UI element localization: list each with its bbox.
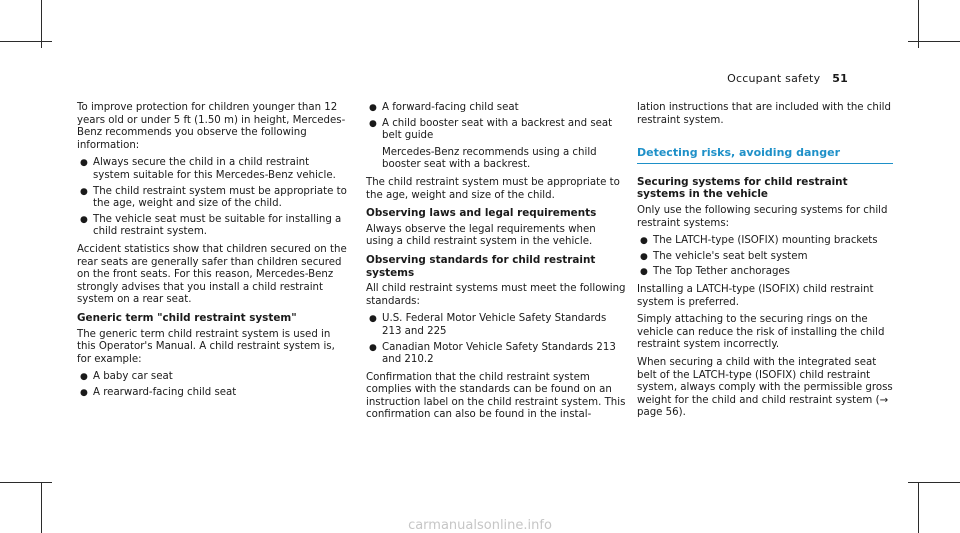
bullet-icon: ● [80,186,88,197]
header-title: Occupant safety [727,72,821,85]
list-item: ● A forward-facing child seat [369,102,519,113]
list-item: ● A baby car seat [80,371,173,383]
generic-term-text: The generic term child restraint system is used in this Operator's Manual. A child restraint system is, for example: [77,328,335,365]
accident-text: Accident statistics show that children secured on the rear seats are generally safer than children secured on the front seats. For this reason, Mercedes-Benz strongly advises that you install a child restraint system on a rear seat. [77,243,347,306]
bullet-icon: ● [640,236,648,247]
intro-text: To improve protection for children younger than 12 years old or under 5 ft (1.50 m) in height, Mercedes-Benz recommends you observe the following information: [77,102,346,151]
generic-term-heading: Generic term "child restraint system" [77,311,297,324]
column-2 [366,102,626,427]
list-item: ● The child restraint system must be appropriate to the age, weight and size of the child. [80,185,347,210]
confirmation-text: Confirmation that the child restraint system complies with the standards can be found on an instruction label on the child restraint system. This confirmation can also be found in the instal- [366,371,626,421]
bullet-icon: ● [369,118,377,129]
list-item: ● The LATCH-type (ISOFIX) mounting brackets [640,235,878,247]
bullet-icon: ● [80,158,88,169]
securing-child-text: When securing a child with the integrated seat belt of the LATCH-type (ISOFIX) child restraint system, always comply with the permissible gross weight for the child and child restraint system (→ page 56). [637,356,893,419]
securing-text: Only use the following securing systems for child restraint systems: [637,204,888,229]
example-list-continued [366,102,626,172]
bullet-icon: ● [80,387,88,398]
example-list [77,371,349,399]
attaching-text: Simply attaching to the securing rings on the vehicle can reduce the risk of installing the child restraint system incorrectly. [637,314,885,351]
systems-list [637,235,893,279]
list-item: ● Always secure the child in a child restraint system suitable for this Mercedes-Benz vehicle. [80,157,336,181]
list-item: ● The vehicle's seat belt system [640,250,808,262]
standards-text: All child restraint systems must meet the following standards: [366,283,626,307]
list-item: ● Canadian Motor Vehicle Safety Standards 213 and 210.2 [369,341,616,366]
installing-text: Installing a LATCH-type (ISOFIX) child restraint system is preferred. [637,283,874,308]
booster-note: Mercedes-Benz recommends using a child booster seat with a backrest. [382,146,597,171]
list-item: ● A child booster seat with a backrest and seat belt guide Mercedes-Benz recommends using a child booster seat with a backrest. [366,118,626,172]
column-3 [637,102,893,425]
list-item: ● The Top Tether anchorages [640,266,790,278]
laws-text: Always observe the legal requirements when using a child restraint system in the vehicle. [366,223,596,248]
appropriate-text: The child restraint system must be appropriate to the age, weight and size of the child. [366,176,620,201]
continued-text: lation instructions that are included with the child restraint system. [637,102,891,126]
bullet-icon: ● [80,214,88,225]
standards-heading: Observing standards for child restraint systems [366,253,596,279]
bullet-icon: ● [640,251,648,262]
standards-list [366,313,626,366]
bullet-icon: ● [640,267,648,278]
bullet-icon: ● [80,372,88,383]
laws-heading: Observing laws and legal requirements [366,207,597,220]
section-heading: Detecting risks, avoiding danger [637,147,893,164]
list-item: ● The vehicle seat must be suitable for installing a child restraint system. [80,213,342,238]
bullet-icon: ● [369,342,377,353]
list-item: ● A rearward-facing child seat [80,386,237,398]
bullet-icon: ● [369,314,377,325]
securing-heading: Securing systems for child restraint systems in the vehicle [637,175,848,201]
list-item: ● U.S. Federal Motor Vehicle Safety Standards 213 and 225 [369,313,607,337]
column-1 [77,102,349,404]
page-number: 51 [832,72,848,85]
page-header [727,72,848,85]
bullet-icon: ● [369,103,377,113]
watermark: carmanualsonline.info [408,518,552,533]
intro-list [77,157,349,239]
